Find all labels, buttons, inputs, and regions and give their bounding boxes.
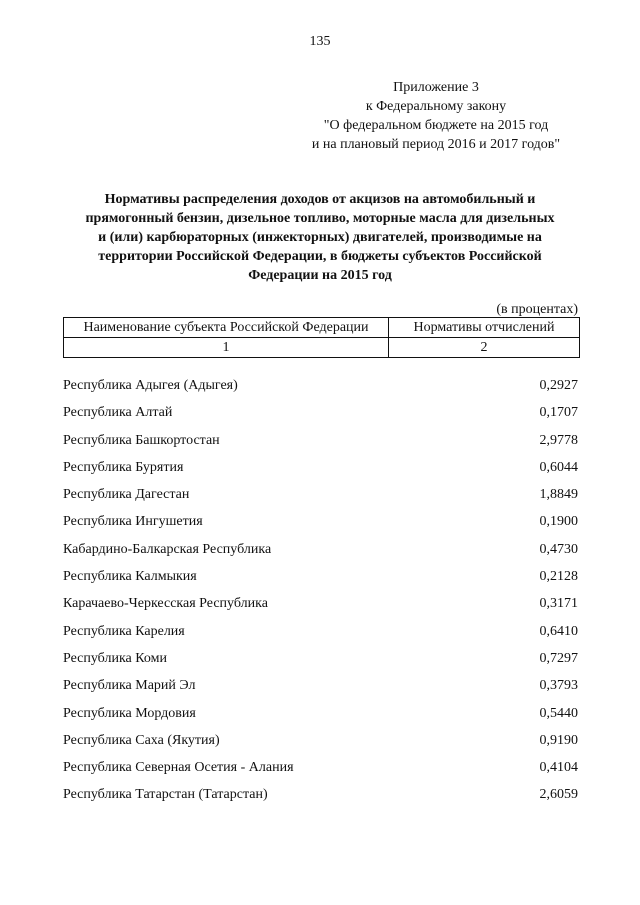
- appendix-reference: [300, 78, 572, 154]
- appendix-line: и на плановый период 2016 и 2017 годов": [311, 137, 561, 152]
- header-row: [64, 318, 580, 338]
- table-row: [63, 590, 578, 617]
- rate-value: 0,6044: [539, 459, 578, 475]
- title-line: прямогонный бензин, дизельное топливо, моторные масла для дизельных: [85, 211, 555, 226]
- table-row: [63, 508, 578, 535]
- region-name: Республика Алтай: [63, 405, 173, 421]
- column-header-rate: Нормативы отчислений: [389, 318, 580, 338]
- regions-table-body: [63, 372, 578, 809]
- table-row: [63, 399, 578, 426]
- region-name: Республика Адыгея (Адыгея): [63, 378, 238, 393]
- rate-value: 0,7297: [539, 650, 578, 666]
- table-row: [63, 536, 578, 563]
- column-number-row: [64, 338, 580, 358]
- table-row: [63, 618, 578, 645]
- rate-value: 0,9190: [539, 732, 578, 748]
- table-row: [63, 645, 578, 672]
- rate-value: 2,6059: [539, 787, 578, 803]
- table-row: [63, 563, 578, 590]
- region-name: Республика Северная Осетия - Алания: [63, 760, 294, 776]
- appendix-line: "О федеральном бюджете на 2015 год: [323, 118, 549, 133]
- table-row: [63, 454, 578, 481]
- rate-value: 0,4104: [539, 760, 578, 776]
- units-note: (в процентах): [496, 302, 578, 317]
- table-row: [63, 372, 578, 399]
- rate-value: 1,8849: [539, 487, 578, 503]
- column-number-2: 2: [389, 338, 580, 358]
- column-header-name: Наименование субъекта Российской Федерации: [64, 318, 389, 338]
- rate-value: 2,9778: [539, 432, 578, 448]
- table-row: [63, 427, 578, 454]
- title-line: Нормативы распределения доходов от акцизов на автомобильный и: [104, 192, 536, 207]
- region-name: Республика Дагестан: [63, 487, 190, 503]
- region-name: Карачаево-Черкесская Республика: [63, 596, 268, 612]
- rate-value: 0,2927: [539, 378, 578, 393]
- region-name: Республика Калмыкия: [63, 569, 197, 585]
- rate-value: 0,1707: [539, 405, 578, 421]
- region-name: Республика Коми: [63, 650, 167, 666]
- rate-value: 0,3171: [539, 596, 578, 612]
- page-number: 135: [309, 34, 331, 49]
- rate-value: 0,5440: [539, 705, 578, 721]
- table-row: [63, 781, 578, 808]
- title-line: Федерации на 2015 год: [248, 268, 392, 283]
- region-name: Республика Марий Эл: [63, 678, 196, 694]
- appendix-line: к Федеральному закону: [365, 99, 507, 114]
- title-line: и (или) карбюраторных (инжекторных) двигателей, производимые на: [98, 230, 542, 245]
- document-title: [55, 190, 585, 285]
- region-name: Кабардино-Балкарская Республика: [63, 541, 272, 557]
- region-name: Республика Ингушетия: [63, 514, 203, 530]
- column-number-1: 1: [64, 338, 389, 358]
- table-header: [63, 317, 580, 358]
- rate-value: 0,1900: [539, 514, 578, 530]
- title-line: территории Российской Федерации, в бюджеты субъектов Российской: [98, 249, 542, 264]
- region-name: Республика Башкортостан: [63, 432, 220, 448]
- rate-value: 0,4730: [539, 541, 578, 557]
- region-name: Республика Карелия: [63, 623, 185, 639]
- region-name: Республика Бурятия: [63, 459, 184, 475]
- table-row: [63, 672, 578, 699]
- rate-value: 0,6410: [539, 623, 578, 639]
- table-row: [63, 481, 578, 508]
- table-row: [63, 700, 578, 727]
- region-name: Республика Саха (Якутия): [63, 732, 220, 748]
- table-row: [63, 754, 578, 781]
- rate-value: 0,2128: [539, 569, 578, 585]
- rate-value: 0,3793: [539, 678, 578, 694]
- region-name: Республика Татарстан (Татарстан): [63, 787, 268, 803]
- appendix-line: Приложение 3: [393, 80, 479, 95]
- region-name: Республика Мордовия: [63, 705, 196, 721]
- table-row: [63, 727, 578, 754]
